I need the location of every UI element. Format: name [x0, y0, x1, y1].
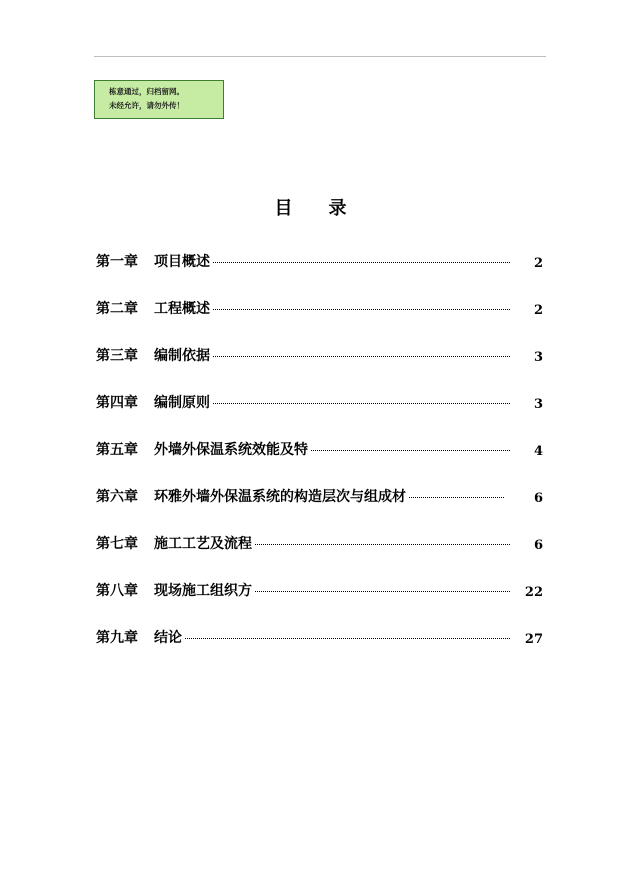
toc-heading: 编制原则 [154, 395, 210, 411]
toc-page-number: 6 [533, 491, 543, 506]
toc-entry[interactable] [96, 299, 546, 319]
toc-chapter: 第八章 [96, 583, 138, 599]
toc-chapter: 第七章 [96, 536, 138, 552]
toc-page-number: 2 [533, 256, 543, 271]
toc-page-number: 6 [533, 538, 543, 553]
toc-heading: 编制依据 [154, 348, 210, 364]
toc-entry[interactable] [96, 487, 546, 507]
toc-leader [154, 638, 510, 639]
toc-page-number: 2 [533, 303, 543, 318]
toc-page-number: 3 [533, 350, 543, 365]
toc-entry[interactable] [96, 252, 546, 272]
toc-page-number: 4 [533, 444, 543, 459]
toc-heading: 项目概述 [154, 254, 210, 270]
toc-title-right: 录 [328, 198, 347, 219]
header-rule [94, 56, 546, 57]
toc-chapter: 第二章 [96, 301, 138, 317]
toc-chapter: 第三章 [96, 348, 138, 364]
stamp-line-1: 栋意通过，归档留网。 [109, 87, 184, 96]
approval-stamp [94, 80, 224, 119]
toc-entry[interactable] [96, 581, 546, 601]
toc-chapter: 第一章 [96, 254, 138, 270]
toc-page-number: 27 [524, 632, 543, 647]
toc-entry[interactable] [96, 628, 546, 648]
toc-chapter: 第五章 [96, 442, 138, 458]
toc-chapter: 第六章 [96, 489, 138, 505]
toc-chapter: 第九章 [96, 630, 138, 646]
toc-heading: 工程概述 [154, 301, 210, 317]
toc-heading: 现场施工组织方 [154, 583, 252, 599]
toc-title-left: 目 [274, 198, 293, 219]
toc-heading: 施工工艺及流程 [154, 536, 252, 552]
stamp-line-2: 未经允许，请勿外传！ [109, 101, 184, 110]
toc-entry[interactable] [96, 440, 546, 460]
toc-entry[interactable] [96, 393, 546, 413]
toc-title [0, 194, 621, 220]
toc-entry[interactable] [96, 346, 546, 366]
toc-page-number: 22 [524, 585, 543, 600]
toc-entry[interactable] [96, 534, 546, 554]
toc-heading: 环雅外墙外保温系统的构造层次与组成材 [154, 489, 406, 505]
toc-page-number: 3 [533, 397, 543, 412]
toc-heading: 结论 [154, 630, 182, 646]
toc-heading: 外墙外保温系统效能及特 [154, 442, 308, 458]
toc-chapter: 第四章 [96, 395, 138, 411]
